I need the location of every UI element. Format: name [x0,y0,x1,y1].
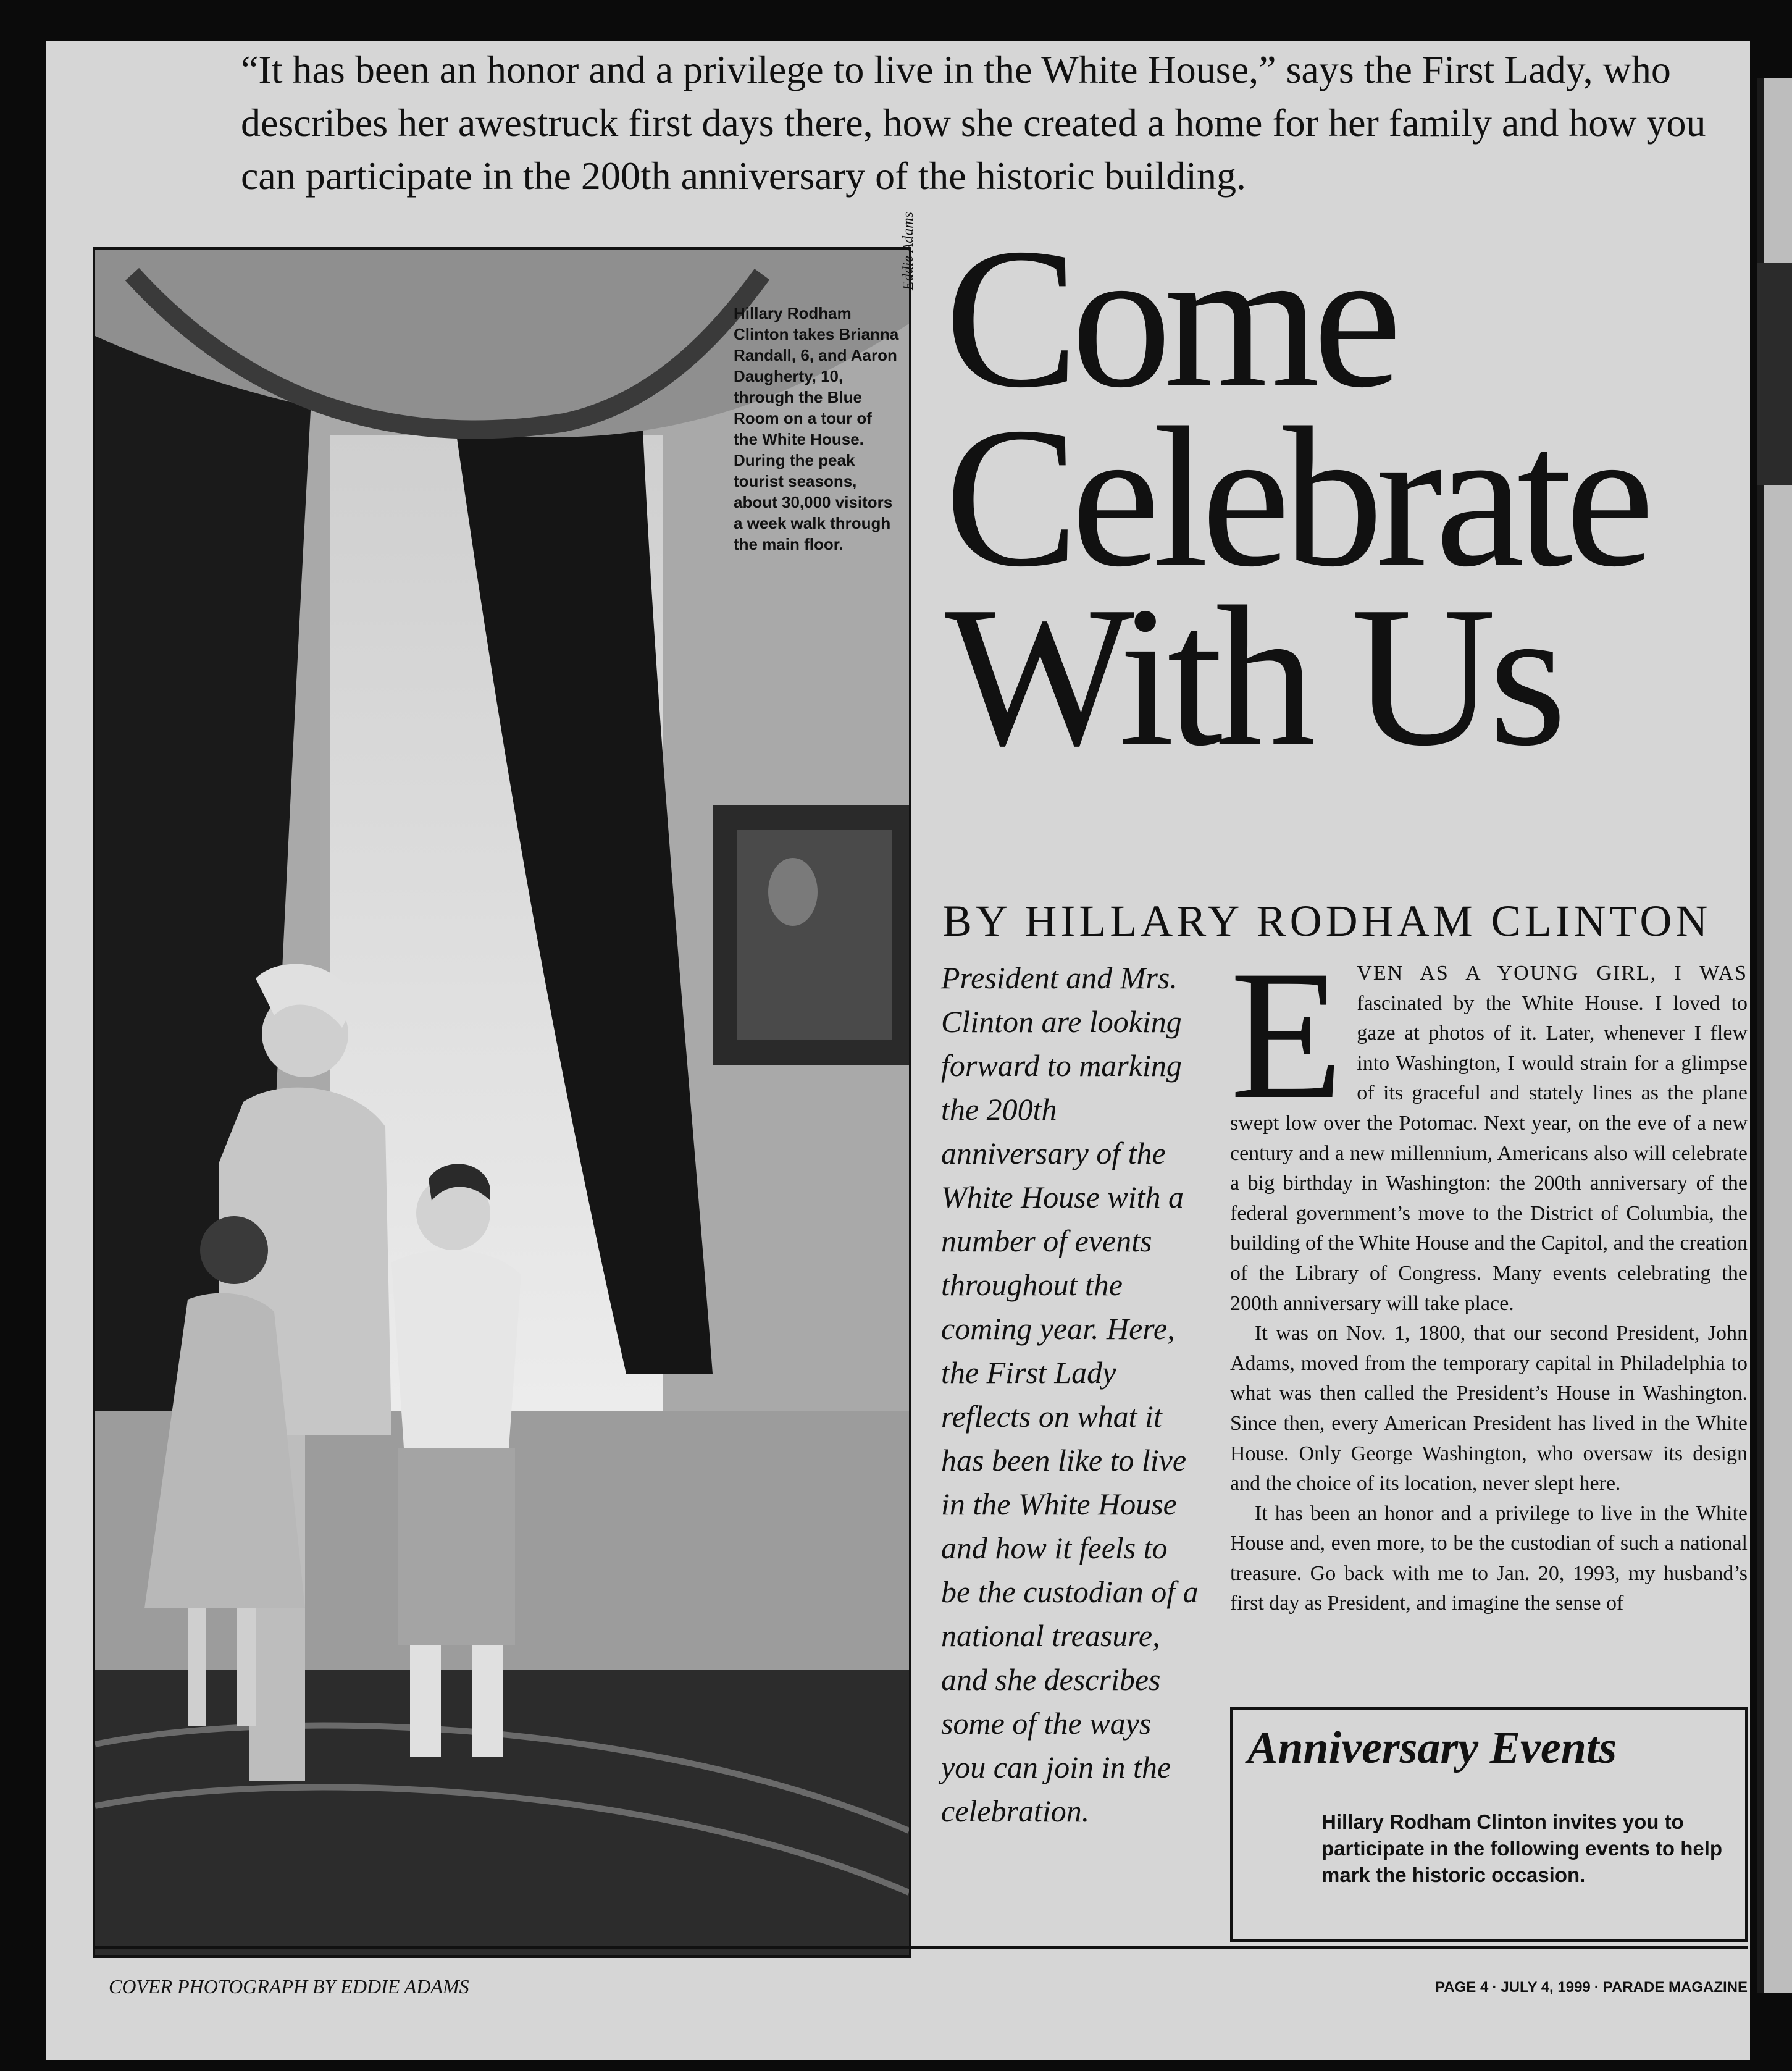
page-folio [1402,1979,1748,1996]
byline: BY HILLARY RODHAM CLINTON [942,896,1712,946]
photo-credit: Eddie Adams [900,212,916,290]
deck-summary: President and Mrs. Clinton are looking forward to marking the 200th anniversary of the White House with a number of events throughout the coming year. Here, the First Lady reflects on what it has been like to live in the White House and how it feels to be the custodian of a national treasure, and she describes some of the ways you can join in the celebration. [941,960,1199,1828]
headline-line-3: With Us [945,565,1560,788]
article-paragraph-2: It was on Nov. 1, 1800, that our second President, John Adams, moved from the temporary capital in Philadelphia to what was then called the President’s House in Washington. Since then, every American President has lived in the White House. Only George Washington, who oversaw its design and the choice of its location, never slept here. [1230,1322,1748,1495]
folio-separator: · [1492,1979,1497,1996]
adjacent-page-edge [1750,41,1792,2060]
folio-page: PAGE 4 [1435,1979,1489,1996]
headline-line-1: Come [945,207,1395,429]
anniversary-events-box [1230,1707,1748,1942]
folio-date: JULY 4, 1999 [1501,1979,1591,1996]
intro-paragraph: “It has been an honor and a privilege to live in the White House,” says the First Lady, who describes her awestruck first days there, how she created a home for her family and how you can participate in the 200th anniversary of the historic building. [241,48,1706,198]
photo-caption: Hillary Rodham Clinton takes Brianna Randall, 6, and Aaron Daugherty, 10, through the Blue Room on a tour of the White House. During the peak tourist seasons, about 30,000 visitors a week walk through the main floor. [734,304,899,553]
drop-cap: E [1230,932,1344,1137]
events-box-text: Hillary Rodham Clinton invites you to participate in the following events to help mark the historic occasion. [1321,1810,1723,1886]
paragraph-1-text: fascinated by the White House. I loved to gaze at photos of it. Later, whenever I flew into Washington, I would strain for a glimpse of its graceful and stately lines as the plane swept low over the Potomac. Next year, on the eve of a new century and a new millennium, Americans also will celebrate a big birthday in Washington: the 200th anniversary of the federal government’s move to the District of Columbia, the building of the White House and the Capitol, and the creation of the Library of Congress. Many events celebrating the 200th anniversary will take place. [1230,991,1748,1315]
adjacent-page-dark-block [1757,263,1792,485]
headline-line-2: Celebrate [945,386,1648,608]
article-paragraph-1 [1230,932,1748,1319]
folio-separator: · [1594,1979,1599,1996]
bottom-rule [93,1946,1748,1949]
folio-publication: PARADE MAGAZINE [1602,1979,1748,1996]
headline [945,207,1748,788]
lead-in: VEN AS A YOUNG GIRL, I WAS [1357,962,1748,985]
cover-photo-credit: COVER PHOTOGRAPH BY EDDIE ADAMS [109,1975,469,1997]
article-body [1230,932,1748,1619]
events-box-title: Anniversary Events [1247,1723,1617,1773]
article-paragraph-3: It has been an honor and a privilege to live in the White House and, even more, to be the custodian of such a national treasure. Go back with me to Jan. 20, 1993, my husband’s first day as President, and imagine the sense of [1230,1502,1748,1615]
